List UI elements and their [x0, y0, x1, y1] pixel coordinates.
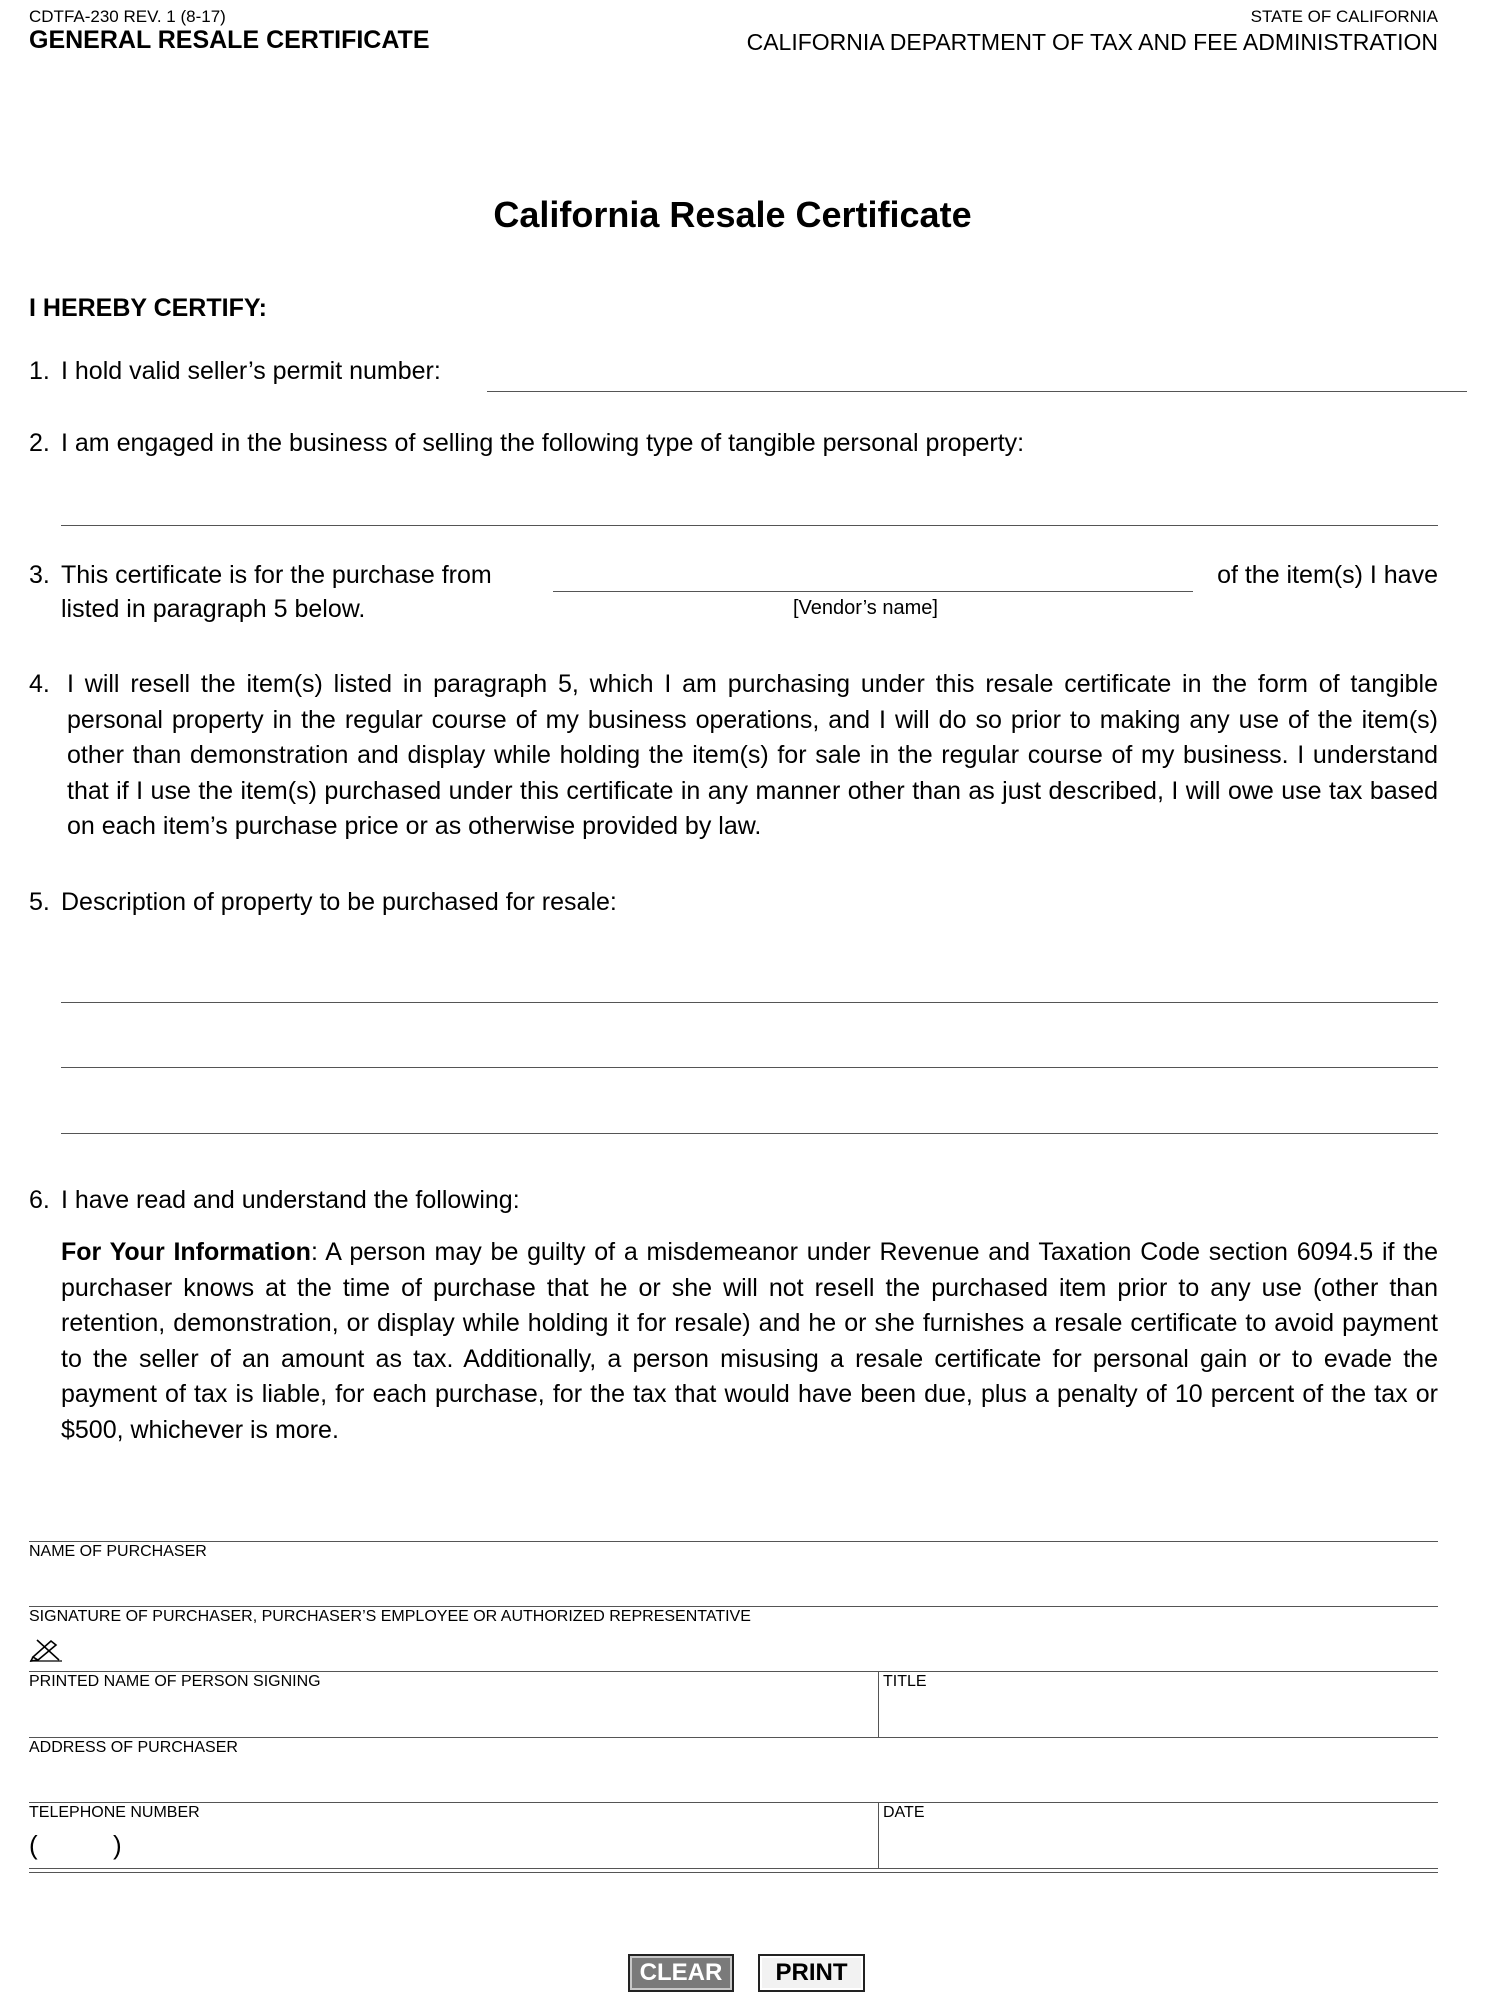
signature-field[interactable]	[29, 1606, 1438, 1607]
address-field[interactable]	[29, 1737, 1438, 1738]
date-label: DATE	[883, 1804, 925, 1821]
page-title: California Resale Certificate	[493, 194, 972, 235]
area-code-close: )	[113, 1830, 122, 1860]
fyi-label: For Your Information	[61, 1238, 311, 1266]
no-pen-icon	[29, 1636, 63, 1662]
telephone-field[interactable]	[29, 1802, 1438, 1803]
item-6-number: 6.	[29, 1186, 50, 1214]
agency-name: CALIFORNIA DEPARTMENT OF TAX AND FEE ADMINISTRATION	[746, 29, 1438, 55]
item-4-text: I will resell the item(s) listed in paragraph 5, which I am purchasing under this resale certificate in the form of tangible personal property in the regular course of my business operations, and I will do so prior to making any use of the item(s) other than demonstration and display while holding the item(s) for sale in the regular course of my business. I understand that if I use the item(s) purchased under this certificate in any manner other than as just described, I will owe use tax based on each item’s purchase price or as otherwise provided by law.	[67, 670, 1438, 840]
description-line-3[interactable]	[61, 1133, 1438, 1134]
form-bottom-rule	[29, 1872, 1438, 1873]
form-number: CDTFA-230 REV. 1 (8-17)	[29, 7, 226, 26]
address-label: ADDRESS OF PURCHASER	[29, 1739, 238, 1756]
form-bottom-rule	[29, 1868, 1438, 1869]
signature-label: SIGNATURE OF PURCHASER, PURCHASER’S EMPLOYEE OR AUTHORIZED REPRESENTATIVE	[29, 1608, 751, 1625]
state-label: STATE OF CALIFORNIA	[1250, 7, 1438, 26]
name-of-purchaser-field[interactable]	[29, 1541, 1438, 1542]
item-4-number: 4.	[29, 670, 50, 698]
fyi-paragraph	[61, 1235, 1438, 1448]
item-1-number: 1.	[29, 357, 50, 385]
item-6-text: I have read and understand the following:	[61, 1186, 520, 1214]
print-button[interactable]: PRINT	[758, 1954, 865, 1992]
telephone-label: TELEPHONE NUMBER	[29, 1804, 200, 1821]
description-line-2[interactable]	[61, 1067, 1438, 1068]
item-3-number: 3.	[29, 561, 50, 589]
field-divider	[878, 1802, 879, 1868]
printed-name-label: PRINTED NAME OF PERSON SIGNING	[29, 1673, 321, 1690]
permit-number-field[interactable]	[487, 391, 1467, 392]
area-code-open: (	[29, 1830, 38, 1860]
vendor-name-caption: [Vendor’s name]	[793, 597, 938, 619]
fyi-text: : A person may be guilty of a misdemeanor under Revenue and Taxation Code section 6094.5 if the purchaser knows at the time of purchase that he or she will not resell the purchased item prior to any use (other than retention, demonstration, or display while holding it for resale) and he or she furnishes a resale certificate to avoid payment to the seller of an amount as tax. Additionally, a person misusing a resale certificate for personal gain or to evade the payment of tax is liable, for each purchase, for the tax that would have been due, plus a penalty of 10 percent of the tax or $500, whichever is more.	[61, 1238, 1438, 1444]
property-type-field[interactable]	[61, 525, 1438, 526]
description-line-1[interactable]	[61, 1002, 1438, 1003]
vendor-name-field[interactable]	[553, 591, 1193, 592]
printed-name-field[interactable]	[29, 1671, 1438, 1672]
item-1-text: I hold valid seller’s permit number:	[61, 357, 441, 385]
item-3-text-cont: listed in paragraph 5 below.	[61, 595, 366, 623]
item-3-text-end: of the item(s) I have	[1217, 561, 1438, 589]
item-5-text: Description of property to be purchased for resale:	[61, 888, 617, 916]
item-2-number: 2.	[29, 429, 50, 457]
certify-heading: I HEREBY CERTIFY:	[29, 294, 267, 322]
field-divider	[878, 1671, 879, 1737]
name-of-purchaser-label: NAME OF PURCHASER	[29, 1543, 207, 1560]
form-name: GENERAL RESALE CERTIFICATE	[29, 26, 430, 54]
item-2-text: I am engaged in the business of selling the following type of tangible personal property:	[61, 429, 1025, 457]
item-5-number: 5.	[29, 888, 50, 916]
item-3-text: This certificate is for the purchase from	[61, 561, 492, 589]
title-label: TITLE	[883, 1673, 927, 1690]
clear-button[interactable]: CLEAR	[628, 1954, 734, 1992]
